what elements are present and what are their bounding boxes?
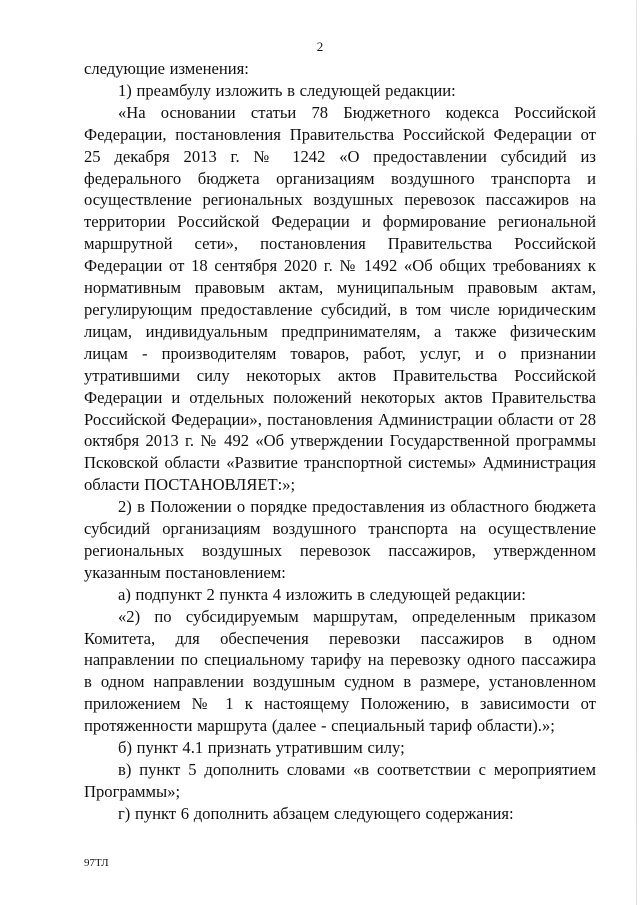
paragraph-item-1: 1) преамбулу изложить в следующей редакции:	[118, 80, 456, 100]
footer-code: 97ТЛ	[84, 857, 109, 869]
paragraph-item-2: 2) в Положении о порядке предоставления из областного бюджета субсидий организациям воздушного транспорта на осуществление региональных воздушных перевозок пассажиров, утвержденном указанным постановлением:	[84, 497, 596, 582]
paragraph-quote: «2) по субсидируемым маршрутам, определенным приказом Комитета, для обеспечения перевозки пассажиров в одном направлении по специальному тарифу на перевозку одного пассажира в одном направлении воздушным судном в размере, установленном приложением № 1 к настоящему Положению, в зависимости от протяженности маршрута (далее - специальный тариф области).»;	[84, 606, 596, 736]
paragraph-subitem-v: в) пункт 5 дополнить словами «в соответствии с мероприятием Программы»;	[84, 760, 596, 801]
paragraph-subitem-a: а) подпункт 2 пункта 4 изложить в следующей редакции:	[118, 584, 526, 604]
paragraph-subitem-b: б) пункт 4.1 признать утратившим силу;	[118, 738, 405, 758]
page-edge	[636, 0, 637, 905]
paragraph-subitem-g: г) пункт 6 дополнить абзацем следующего содержания:	[118, 803, 514, 823]
page-number: 2	[316, 39, 324, 54]
document-body	[84, 58, 596, 825]
paragraph-intro: следующие изменения:	[84, 59, 249, 78]
paragraph-preamble: «На основании статьи 78 Бюджетного кодекса Российской Федерации, постановления Правительства Российской Федерации от 25 декабря 2013 г. № 1242 «О предоставлении субсидий из федерального бюджета организациям воздушного транспорта и осуществление региональных воздушных перевозок пассажиров на территории Российской Федерации и формирование региональной маршрутной сети», постановления Правительства Российской Федерации от 18 сентября 2020 г. № 1492 «Об общих требованиях к нормативным правовым актам, муниципальным правовым актам, регулирующим предоставление субсидий, в том числе юридическим лицам, индивидуальным предпринимателям, а также физическим лицам - производителям товаров, работ, услуг, и о признании утратившими силу некоторых актов Правительства Российской Федерации и отдельных положений некоторых актов Правительства Российской Федерации», постановления Администрации области от 28 октября 2013 г. № 492 «Об утверждении Государственной программы Псковской области «Развитие транспортной системы» Администрация области ПОСТАНОВЛЯЕТ:»;	[84, 102, 596, 495]
